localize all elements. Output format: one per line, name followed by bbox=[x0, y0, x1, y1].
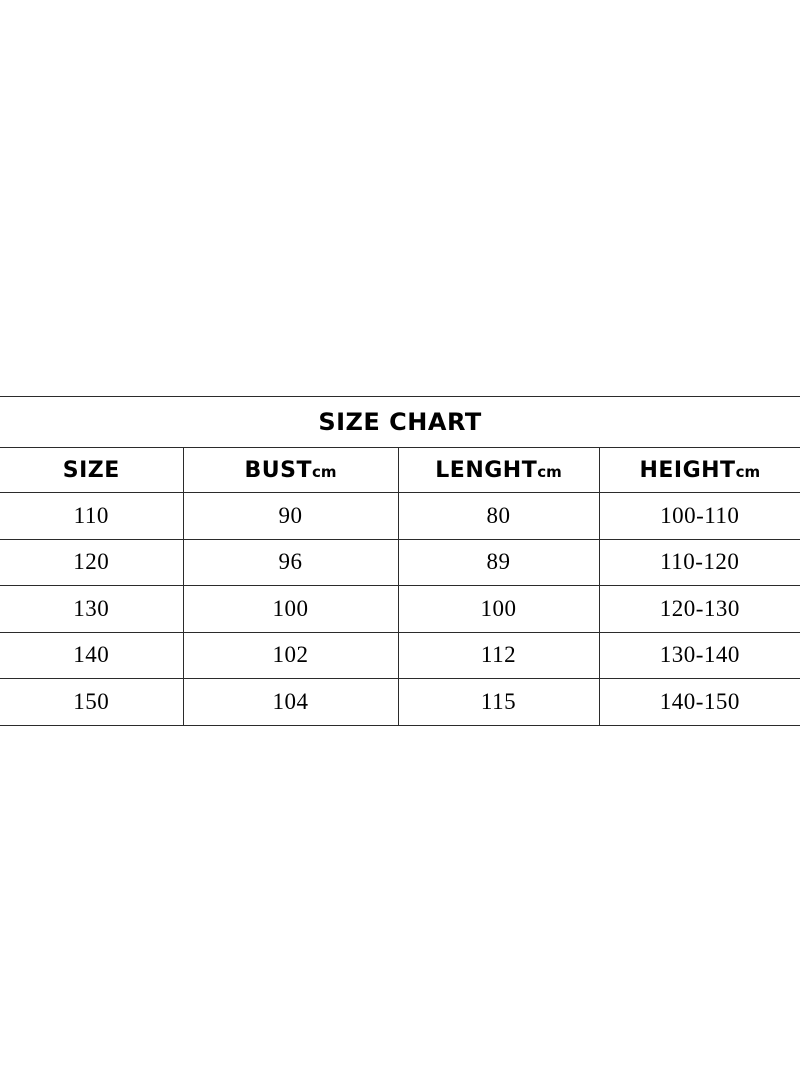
column-header-bust-label: BUST bbox=[244, 457, 312, 483]
column-header-bust-unit: cm bbox=[311, 462, 337, 481]
cell-lenght: 115 bbox=[398, 679, 599, 726]
column-header-lenght-unit: cm bbox=[537, 462, 562, 481]
column-header-lenght-label: LENGHT bbox=[435, 457, 538, 483]
size-chart-container bbox=[0, 396, 800, 726]
cell-height: 120-130 bbox=[599, 586, 800, 633]
cell-bust: 100 bbox=[183, 586, 398, 633]
cell-height: 110-120 bbox=[599, 539, 800, 586]
cell-size: 120 bbox=[0, 539, 183, 586]
table-title-row bbox=[0, 397, 800, 448]
column-header-size-label: SIZE bbox=[62, 457, 120, 483]
table-row bbox=[0, 493, 800, 540]
cell-size: 140 bbox=[0, 632, 183, 679]
cell-lenght: 80 bbox=[398, 493, 599, 540]
table-row bbox=[0, 632, 800, 679]
cell-height: 140-150 bbox=[599, 679, 800, 726]
cell-size: 150 bbox=[0, 679, 183, 726]
cell-size: 110 bbox=[0, 493, 183, 540]
column-header-size bbox=[0, 448, 183, 493]
cell-size: 130 bbox=[0, 586, 183, 633]
cell-bust: 90 bbox=[183, 493, 398, 540]
cell-lenght: 89 bbox=[398, 539, 599, 586]
table-row bbox=[0, 679, 800, 726]
table-header-row bbox=[0, 448, 800, 493]
column-header-height-label: HEIGHT bbox=[639, 457, 736, 483]
column-header-bust bbox=[183, 448, 398, 493]
cell-bust: 104 bbox=[183, 679, 398, 726]
cell-height: 130-140 bbox=[599, 632, 800, 679]
size-chart-table bbox=[0, 396, 800, 726]
column-header-lenght bbox=[398, 448, 599, 493]
cell-lenght: 112 bbox=[398, 632, 599, 679]
size-chart-body bbox=[0, 397, 800, 726]
page-title: SIZE CHART bbox=[0, 397, 800, 448]
cell-lenght: 100 bbox=[398, 586, 599, 633]
cell-bust: 102 bbox=[183, 632, 398, 679]
table-row bbox=[0, 539, 800, 586]
table-row bbox=[0, 586, 800, 633]
column-header-height-unit: cm bbox=[735, 462, 761, 481]
column-header-height bbox=[599, 448, 800, 493]
cell-bust: 96 bbox=[183, 539, 398, 586]
cell-height: 100-110 bbox=[599, 493, 800, 540]
